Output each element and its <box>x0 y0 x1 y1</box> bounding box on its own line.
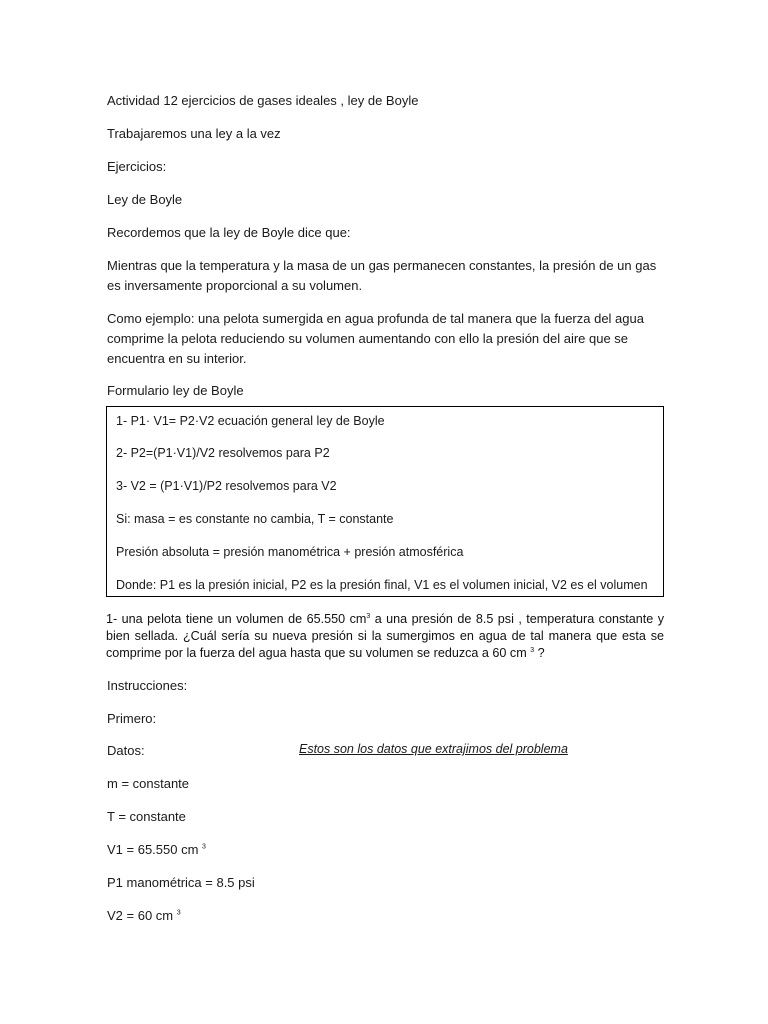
dato-temperatura: T = constante <box>107 809 186 824</box>
problem-text: a una presión de 8.5 psi , temperatura constante y bien sellada. ¿Cuál sería su nueva presión si la sumergimos en agua de tal manera que esta se comprime por la fuerza del agua hasta que su volumen se reduzca a 60 cm <box>106 612 665 660</box>
datos-label: Datos: <box>107 743 145 758</box>
formula-row: Donde: P1 es la presión inicial, P2 es la presión final, V1 es el volumen inicial, V2 es el volumen <box>116 578 648 592</box>
ejercicios-heading: Ejercicios: <box>107 159 167 174</box>
problem-text: 1- una pelota tiene un volumen de 65.550 cm <box>106 612 367 626</box>
dato-v2 <box>107 907 181 925</box>
intro-line: Trabajaremos una ley a la vez <box>107 126 281 141</box>
formulario-heading: Formulario ley de Boyle <box>107 383 244 398</box>
dato-masa: m = constante <box>107 776 190 791</box>
formula-row: 1- P1· V1= P2·V2 ecuación general ley de Boyle <box>116 414 385 428</box>
definition-paragraph: Mientras que la temperatura y la masa de un gas permanecen constantes, la presión de un gas es inversamente proporcional a su volumen. <box>107 258 657 293</box>
formula-box <box>106 406 664 597</box>
ley-de-boyle-heading: Ley de Boyle <box>107 192 183 207</box>
problem-statement <box>106 611 664 662</box>
dato-p1: P1 manométrica = 8.5 psi <box>107 875 255 890</box>
datos-note: Estos son los datos que extrajimos del problema <box>299 742 568 756</box>
document-title: Actividad 12 ejercicios de gases ideales , ley de Boyle <box>107 93 419 108</box>
superscript: 3 <box>202 843 206 851</box>
dato-v1 <box>107 841 206 859</box>
formula-row: Presión absoluta = presión manométrica + presión atmosférica <box>116 545 464 559</box>
formula-row: 2- P2=(P1·V1)/V2 resolvemos para P2 <box>116 446 330 460</box>
formula-row: 3- V2 = (P1·V1)/P2 resolvemos para V2 <box>116 479 337 493</box>
problem-text: ? <box>534 646 545 660</box>
formula-row: Si: masa = es constante no cambia, T = constante <box>116 512 394 526</box>
example-paragraph: Como ejemplo: una pelota sumergida en agua profunda de tal manera que la fuerza del agua comprime la pelota reduciendo su volumen aumentando con ello la presión del aire que se encuentra en su interior. <box>107 311 644 366</box>
superscript: 3 <box>366 612 371 620</box>
recordemos-line: Recordemos que la ley de Boyle dice que: <box>107 225 351 240</box>
superscript: 3 <box>176 909 181 917</box>
superscript: 3 <box>530 646 535 654</box>
primero-heading: Primero: <box>107 711 157 726</box>
instrucciones-heading: Instrucciones: <box>107 678 188 693</box>
dato-text: V1 = 65.550 cm <box>107 842 199 857</box>
dato-text: V2 = 60 cm <box>107 908 174 923</box>
